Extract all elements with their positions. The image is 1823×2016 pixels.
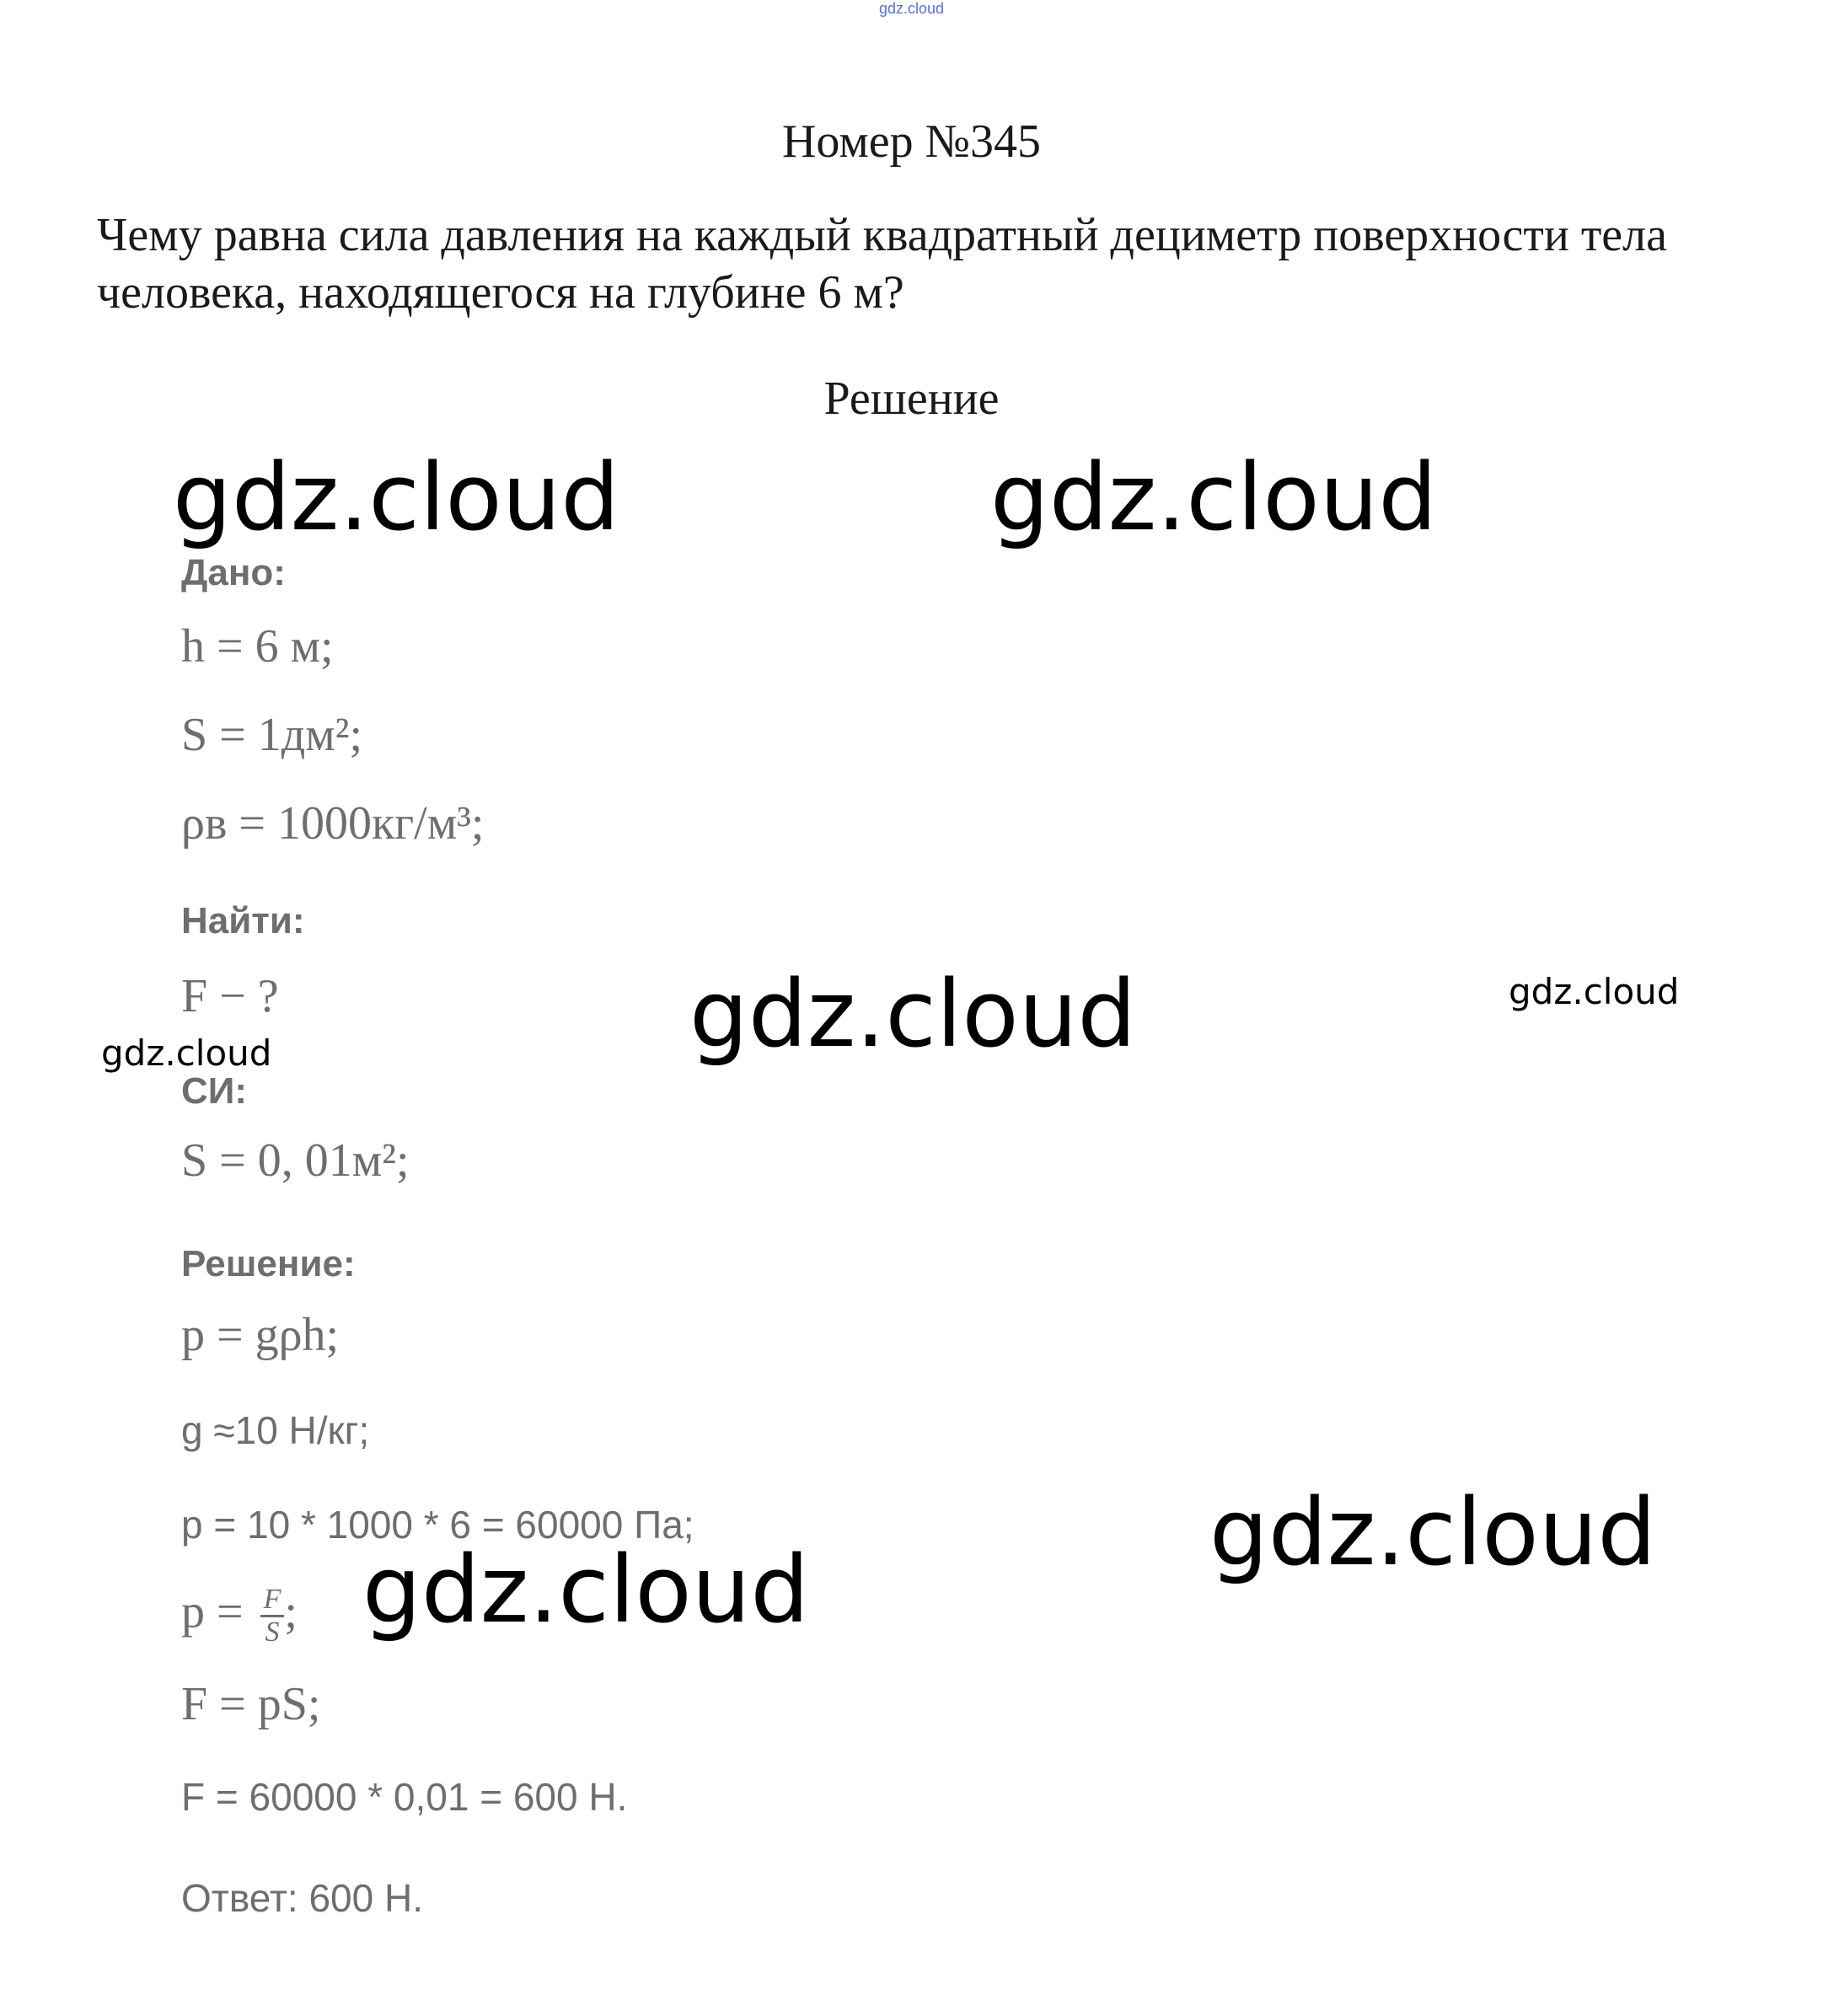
answer: Ответ: 600 Н.	[181, 1876, 423, 1920]
fraction	[260, 1584, 285, 1648]
given-label: Дано:	[181, 552, 286, 593]
page-title: Номер №345	[781, 115, 1042, 168]
watermark: gdz.cloud	[689, 960, 1137, 1068]
si-label: СИ:	[181, 1070, 248, 1112]
fraction-denominator: S	[265, 1617, 280, 1648]
question-text: Чему равна сила давления на каждый квадратный дециметр поверхности тела человека, находящегося на глубине 6 м?	[97, 209, 1667, 319]
top-watermark: gdz.cloud	[878, 0, 945, 17]
fraction-numerator: F	[260, 1584, 285, 1617]
fraction-prefix: p =	[181, 1585, 255, 1638]
step-pressure-formula: p = gρh;	[181, 1309, 340, 1361]
step-g-value: g ≈10 Н/кг;	[181, 1408, 370, 1452]
watermark: gdz.cloud	[101, 1032, 272, 1074]
given-height: h = 6 м;	[181, 620, 334, 673]
watermark: gdz.cloud	[1509, 971, 1680, 1012]
watermark: gdz.cloud	[990, 443, 1438, 551]
find-value: F − ?	[181, 970, 279, 1022]
step-pressure-fraction	[181, 1584, 298, 1648]
fraction-suffix: ;	[284, 1585, 298, 1638]
find-label: Найти:	[181, 900, 305, 941]
step-force-formula: F = pS;	[181, 1678, 321, 1730]
watermark: gdz.cloud	[173, 443, 620, 551]
watermark: gdz.cloud	[1209, 1478, 1657, 1586]
step-force-calc: F = 60000 * 0,01 = 600 Н.	[181, 1775, 628, 1819]
given-area: S = 1дм²;	[181, 709, 363, 761]
solution-label: Решение:	[181, 1243, 356, 1284]
solution-heading: Решение	[823, 373, 1000, 425]
given-density: ρв = 1000кг/м³;	[181, 797, 485, 850]
watermark: gdz.cloud	[362, 1536, 810, 1643]
step-pressure-calc: p = 10 * 1000 * 6 = 60000 Па;	[181, 1503, 694, 1547]
si-value: S = 0, 01м²;	[181, 1134, 410, 1187]
